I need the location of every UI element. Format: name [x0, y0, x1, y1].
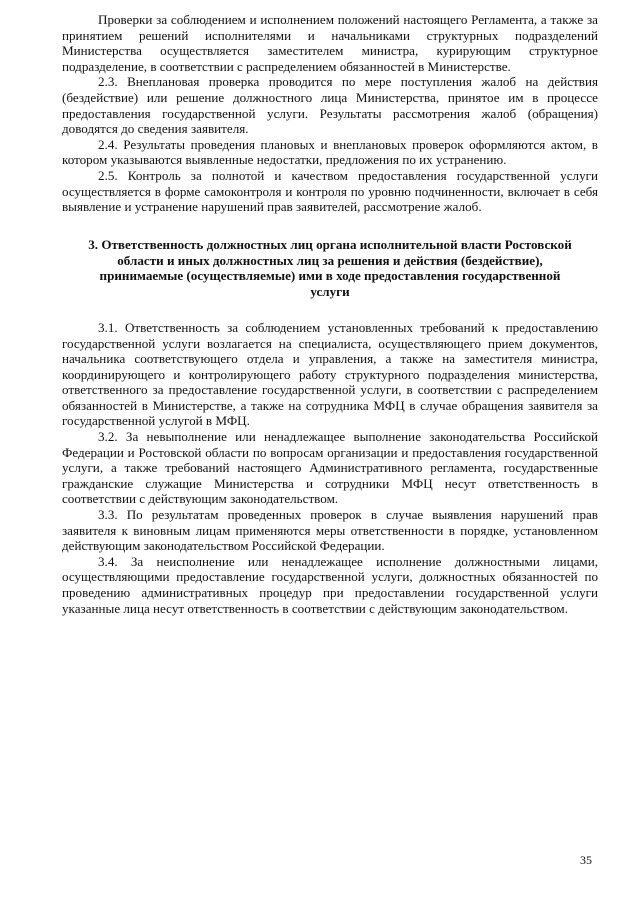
- document-page: [62, 12, 598, 616]
- paragraph-3-2: 3.2. За невыполнение или ненадлежащее выполнение законодательства Российской Федерации и Ростовской области по вопросам организации и предоставления государственной услуги, а также требований настоящего Административного регламента, государственные гражданские служащие Министерства и сотрудники МФЦ несут ответственность в соответствии с действующим законодательством.: [62, 429, 598, 507]
- paragraph-inspection-oversight: Проверки за соблюдением и исполнением положений настоящего Регламента, а также за принятием решений исполнителями и начальниками структурных подразделений Министерства осуществляется заместителем министра, курирующим структурное подразделение, в соответствии с распределением обязанностей в Министерстве.: [62, 12, 598, 74]
- paragraph-3-4: 3.4. За неисполнение или ненадлежащее исполнение должностными лицами, осуществляющими предоставление государственной услуги, должностных обязанностей по проведению административных процедур при предоставлении государственной услуги указанные лица несут ответственность в соответствии с действующим законодательством.: [62, 553, 598, 616]
- paragraph-3-1: 3.1. Ответственность за соблюдением установленных требований к предоставлению государственной услуги возлагается на специалиста, осуществляющего прием документов, начальника соответствующего отдела и управления, а также на заместителя министра, координирующего и контролирующего работу структурного подразделения министерства, ответственного за предоставление государственной услуги, в соответствии с распределением обязанностей в Министерстве, а также на сотрудника МФЦ в случае обращения заявителя за государственной услугой в МФЦ.: [62, 319, 598, 429]
- paragraph-2-5: 2.5. Контроль за полнотой и качеством предоставления государственной услуги осуществляется в форме самоконтроля и контроля по уровню подчиненности, включает в себя выявление и устранение нарушений прав заявителей, рассмотрение жалоб.: [62, 167, 598, 215]
- paragraph-2-3: 2.3. Внеплановая проверка проводится по мере поступления жалоб на действия (бездействие) или решение должностного лица Министерства, принятое им в процессе предоставления государственной услуги. Результаты рассмотрения жалоб (обращения) доводятся до сведения заявителя.: [62, 74, 598, 137]
- paragraph-2-4: 2.4. Результаты проведения плановых и внеплановых проверок оформляются актом, в котором указываются выявленные недостатки, предложения по их устранению.: [62, 136, 598, 168]
- page-number: 35: [580, 853, 592, 867]
- paragraph-3-3: 3.3. По результатам проведенных проверок в случае выявления нарушений прав заявителя к виновным лицам применяются меры ответственности в порядке, установленном действующим законодательством Российской Федерации.: [62, 507, 598, 554]
- section-heading: 3. Ответственность должностных лиц органа исполнительной власти Ростовской области и иных должностных лиц за решения и действия (бездействие), принимаемые (осуществляемые) ими в ходе предоставления государственной услуги: [88, 236, 572, 300]
